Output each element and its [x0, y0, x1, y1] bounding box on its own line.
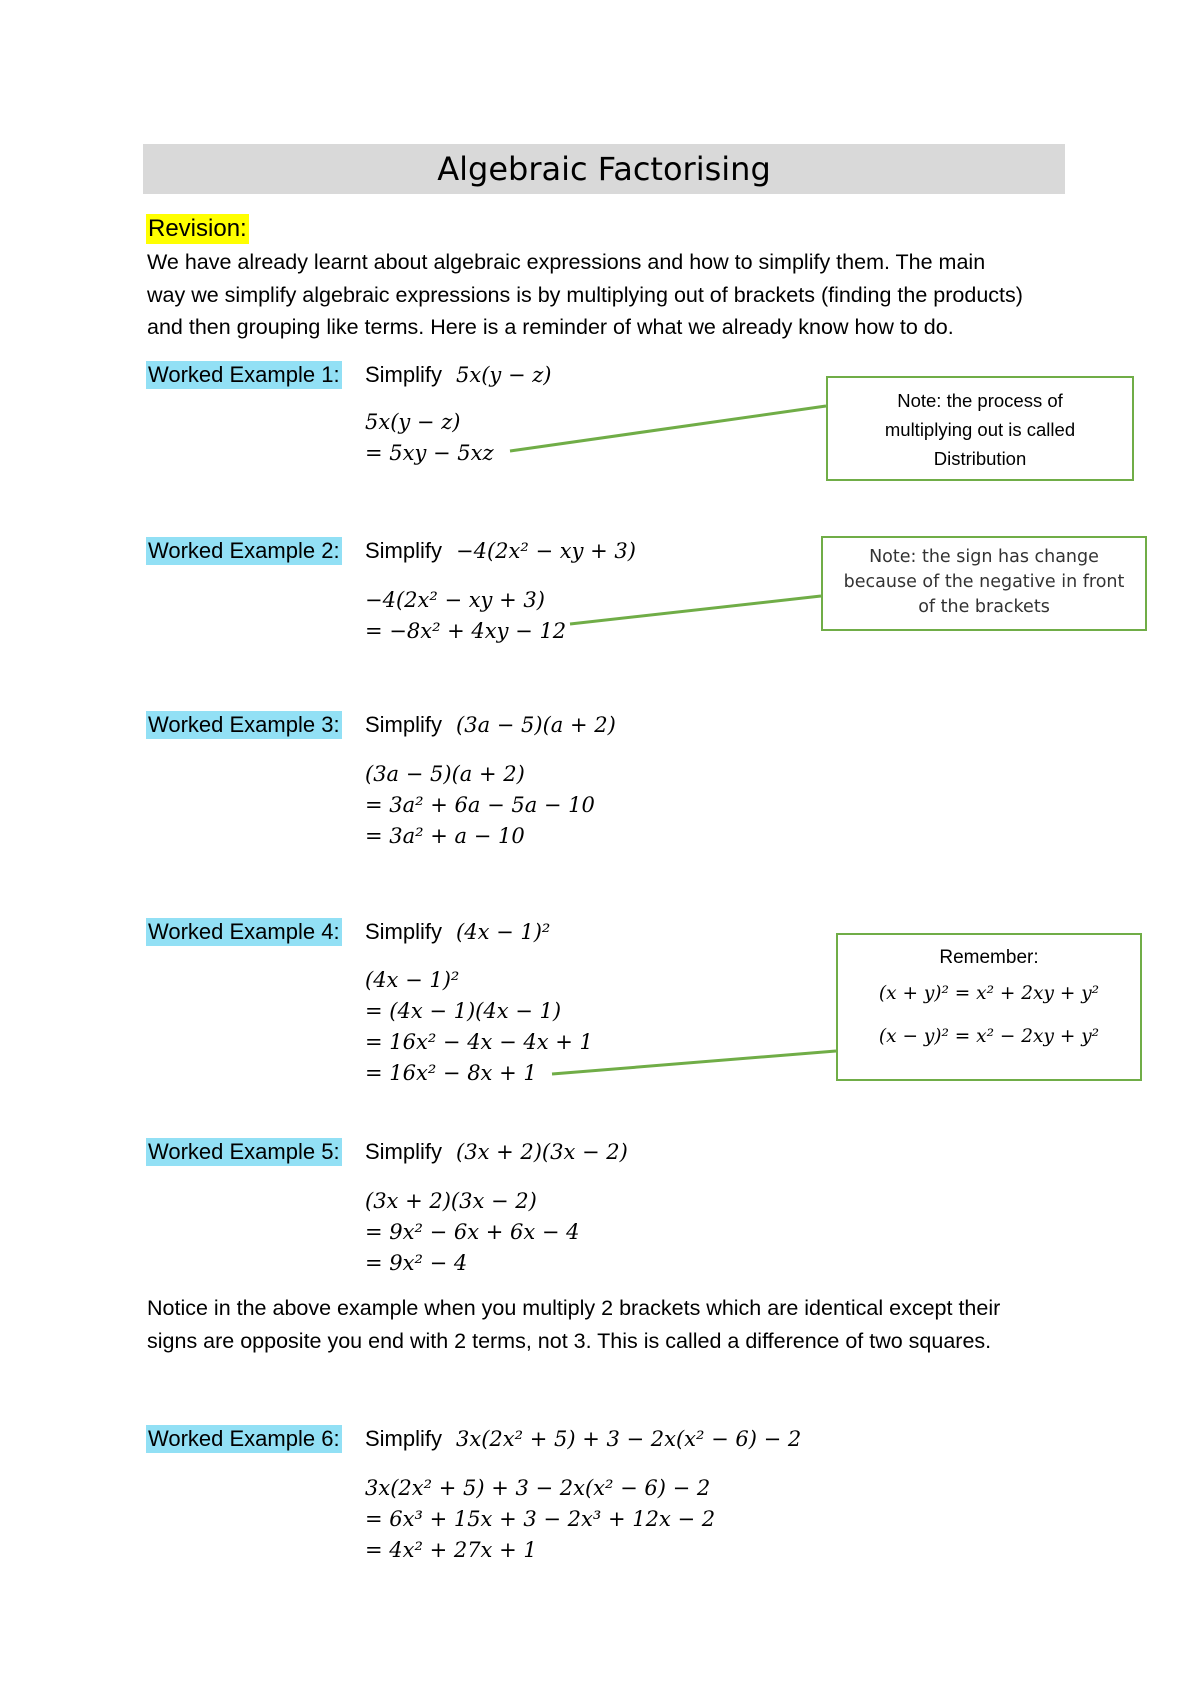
- remember-title: Remember:: [939, 947, 1039, 968]
- worked-example-2-label: Worked Example 2:: [148, 538, 340, 563]
- step-line: = 3a² + 6a − 5a − 10: [365, 793, 595, 817]
- notice-line: Notice in the above example when you multiply 2 brackets which are identical except their: [147, 1296, 1001, 1320]
- revision-line: We have already learnt about algebraic expressions and how to simplify them. The main: [147, 250, 986, 274]
- formula-sum-square: (x + y)² = x² + 2xy + y²: [878, 983, 1100, 1004]
- remember-note: [836, 933, 1142, 1081]
- step-line: = 4x² + 27x + 1: [365, 1538, 537, 1562]
- step-line: 5x(y − z): [365, 410, 461, 434]
- example-expression: (3x + 2)(3x − 2): [456, 1140, 628, 1164]
- sign-change-note: [821, 536, 1147, 631]
- connector-line-2: [570, 596, 821, 624]
- distribution-note: [826, 376, 1134, 481]
- revision-line: and then grouping like terms. Here is a reminder of what we already know how to do.: [147, 315, 954, 339]
- step-line: (3x + 2)(3x − 2): [365, 1189, 537, 1213]
- note-line: Distribution: [933, 448, 1027, 469]
- step-line: = (4x − 1)(4x − 1): [365, 999, 562, 1023]
- step-line: = 16x² − 8x + 1: [365, 1061, 537, 1085]
- step-line: 3x(2x² + 5) + 3 − 2x(x² − 6) − 2: [365, 1476, 711, 1500]
- revision-label: Revision:: [148, 215, 247, 242]
- note-line: Note: the sign has change: [869, 547, 1099, 567]
- step-line: −4(2x² − xy + 3): [365, 588, 545, 612]
- simplify-word: Simplify: [365, 538, 443, 563]
- step-line: = −8x² + 4xy − 12: [365, 619, 567, 643]
- simplify-word: Simplify: [365, 362, 443, 387]
- example-expression: (3a − 5)(a + 2): [456, 713, 616, 737]
- worked-example-5-label: Worked Example 5:: [148, 1139, 340, 1164]
- connector-line-3: [552, 1051, 836, 1074]
- step-line: (4x − 1)²: [365, 968, 460, 992]
- example-expression: −4(2x² − xy + 3): [456, 539, 636, 563]
- note-line: of the brackets: [918, 597, 1050, 617]
- worked-example-4-label: Worked Example 4:: [148, 919, 340, 944]
- page-title: Algebraic Factorising: [143, 144, 1065, 194]
- example-expression: 5x(y − z): [456, 363, 552, 387]
- step-line: = 9x² − 6x + 6x − 4: [365, 1220, 580, 1244]
- connector-line-1: [510, 406, 826, 451]
- step-line: = 16x² − 4x − 4x + 1: [365, 1030, 593, 1054]
- step-line: = 3a² + a − 10: [365, 824, 525, 848]
- step-line: = 5xy − 5xz: [365, 441, 494, 465]
- step-line: = 9x² − 4: [365, 1251, 468, 1275]
- revision-line: way we simplify algebraic expressions is by multiplying out of brackets (finding the products): [147, 282, 1023, 307]
- simplify-word: Simplify: [365, 1426, 443, 1451]
- step-line: (3a − 5)(a + 2): [365, 762, 525, 786]
- example-expression: 3x(2x² + 5) + 3 − 2x(x² − 6) − 2: [456, 1427, 802, 1451]
- note-line: Note: the process of: [897, 390, 1063, 411]
- formula-difference-square: (x − y)² = x² − 2xy + y²: [878, 1026, 1100, 1047]
- worked-example-3-label: Worked Example 3:: [148, 712, 340, 737]
- step-line: = 6x³ + 15x + 3 − 2x³ + 12x − 2: [365, 1507, 716, 1531]
- simplify-word: Simplify: [365, 712, 443, 737]
- note-line: multiplying out is called: [884, 419, 1076, 440]
- note-line: because of the negative in front: [843, 572, 1125, 592]
- worked-example-6-label: Worked Example 6:: [148, 1426, 340, 1451]
- simplify-word: Simplify: [365, 919, 443, 944]
- notice-line: signs are opposite you end with 2 terms, not 3. This is called a difference of two squares.: [147, 1328, 992, 1353]
- simplify-word: Simplify: [365, 1139, 443, 1164]
- worked-example-1-label: Worked Example 1:: [148, 362, 340, 387]
- example-expression: (4x − 1)²: [456, 920, 551, 944]
